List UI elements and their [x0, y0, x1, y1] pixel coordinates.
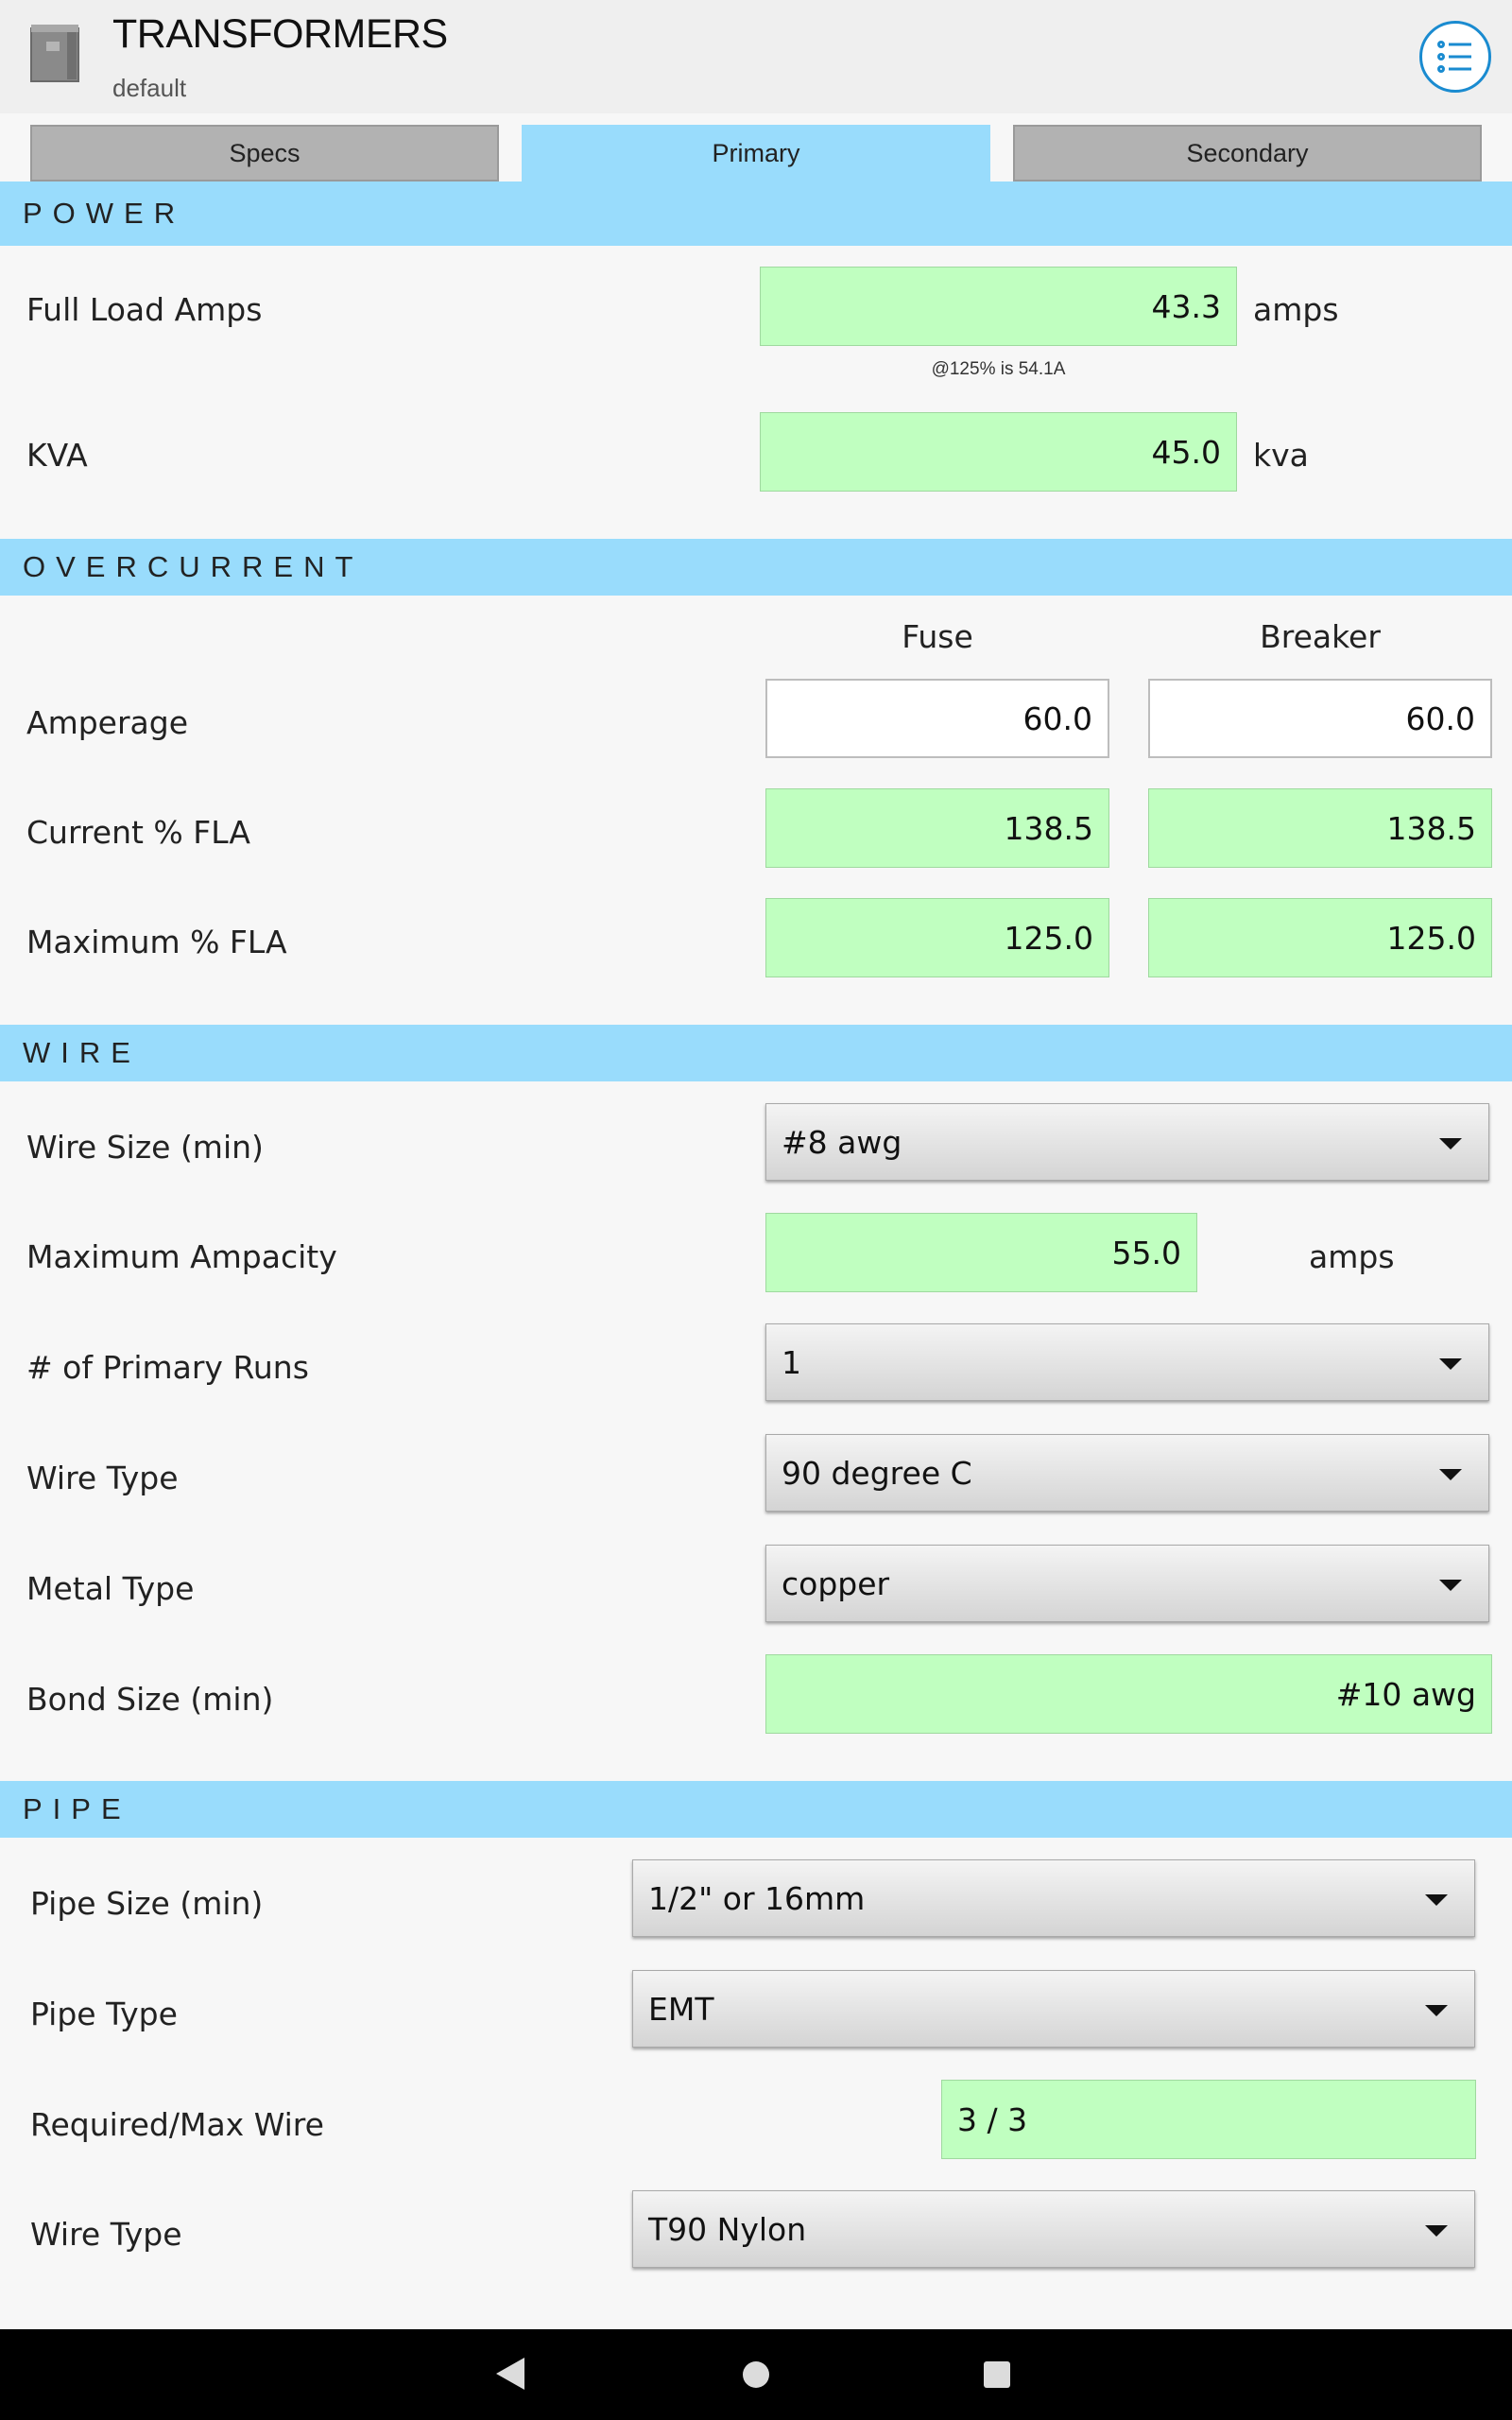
breaker-maximum-fla-field: 125.0 [1148, 898, 1492, 977]
pipe-type-label: Pipe Type [30, 1996, 178, 2032]
required-max-wire-field: 3 / 3 [941, 2080, 1476, 2159]
section-overcurrent-heading: OVERCURRENT [0, 539, 1512, 596]
breaker-current-fla-field: 138.5 [1148, 788, 1492, 868]
chevron-down-icon [1425, 2225, 1448, 2237]
wire-type-select[interactable] [765, 1434, 1489, 1512]
tab-secondary[interactable]: Secondary [1013, 125, 1482, 182]
section-power-heading: POWER [0, 182, 1512, 246]
fuse-current-fla-field: 138.5 [765, 788, 1109, 868]
system-navigation-bar [0, 2329, 1512, 2420]
app-title: TRANSFORMERS [112, 11, 448, 57]
kva-label: KVA [26, 437, 88, 474]
recents-square-icon[interactable] [984, 2361, 1010, 2388]
pipe-size-value: 1/2" or 16mm [648, 1879, 866, 1917]
pipe-wire-type-value: T90 Nylon [648, 2210, 807, 2248]
full-load-amps-note: @125% is 54.1A [931, 359, 1066, 379]
pipe-wire-type-select[interactable] [632, 2190, 1475, 2268]
tab-specs[interactable]: Specs [30, 125, 499, 182]
wire-size-value: #8 awg [782, 1123, 902, 1161]
pipe-type-value: EMT [648, 1990, 714, 2028]
wire-size-select[interactable] [765, 1103, 1489, 1181]
metal-type-value: copper [782, 1564, 890, 1602]
fuse-amperage-input[interactable]: 60.0 [765, 679, 1109, 758]
transformer-icon [29, 23, 82, 85]
breaker-column-header: Breaker [1260, 618, 1381, 655]
chevron-down-icon [1425, 1894, 1448, 1906]
primary-runs-label: # of Primary Runs [26, 1349, 309, 1386]
breaker-amperage-input[interactable]: 60.0 [1148, 679, 1492, 758]
section-wire-heading: WIRE [0, 1025, 1512, 1081]
maximum-fla-label: Maximum % FLA [26, 924, 287, 960]
full-load-amps-label: Full Load Amps [26, 291, 263, 328]
max-ampacity-label: Maximum Ampacity [26, 1238, 337, 1275]
current-fla-label: Current % FLA [26, 814, 250, 851]
fuse-column-header: Fuse [902, 618, 973, 655]
metal-type-label: Metal Type [26, 1570, 195, 1607]
chevron-down-icon [1439, 1469, 1462, 1480]
bond-size-field: #10 awg [765, 1654, 1492, 1734]
back-triangle-icon[interactable] [496, 2358, 524, 2390]
section-pipe-heading: PIPE [0, 1781, 1512, 1838]
wire-type-value: 90 degree C [782, 1454, 972, 1492]
required-max-wire-label: Required/Max Wire [30, 2106, 324, 2143]
wire-size-label: Wire Size (min) [26, 1129, 264, 1166]
pipe-size-label: Pipe Size (min) [30, 1885, 264, 1922]
fuse-maximum-fla-field: 125.0 [765, 898, 1109, 977]
kva-unit: kva [1253, 437, 1309, 474]
list-menu-button[interactable] [1419, 21, 1491, 93]
chevron-down-icon [1439, 1358, 1462, 1370]
max-ampacity-unit: amps [1309, 1238, 1395, 1275]
pipe-wire-type-label: Wire Type [30, 2216, 182, 2253]
home-circle-icon[interactable] [743, 2361, 769, 2388]
app-subtitle: default [112, 74, 187, 102]
wire-type-label: Wire Type [26, 1460, 179, 1496]
chevron-down-icon [1439, 1580, 1462, 1591]
list-menu-icon [1422, 24, 1488, 90]
bond-size-label: Bond Size (min) [26, 1681, 274, 1718]
chevron-down-icon [1425, 2005, 1448, 2016]
metal-type-select[interactable] [765, 1545, 1489, 1622]
full-load-amps-unit: amps [1253, 291, 1339, 328]
tab-primary[interactable]: Primary [522, 125, 990, 182]
amperage-label: Amperage [26, 704, 189, 741]
app-header [0, 0, 1512, 113]
full-load-amps-field: 43.3 [760, 267, 1237, 346]
pipe-size-select[interactable] [632, 1859, 1475, 1937]
primary-runs-value: 1 [782, 1343, 801, 1381]
max-ampacity-field: 55.0 [765, 1213, 1197, 1292]
pipe-type-select[interactable] [632, 1970, 1475, 2048]
primary-runs-select[interactable] [765, 1323, 1489, 1401]
chevron-down-icon [1439, 1138, 1462, 1150]
kva-field: 45.0 [760, 412, 1237, 492]
